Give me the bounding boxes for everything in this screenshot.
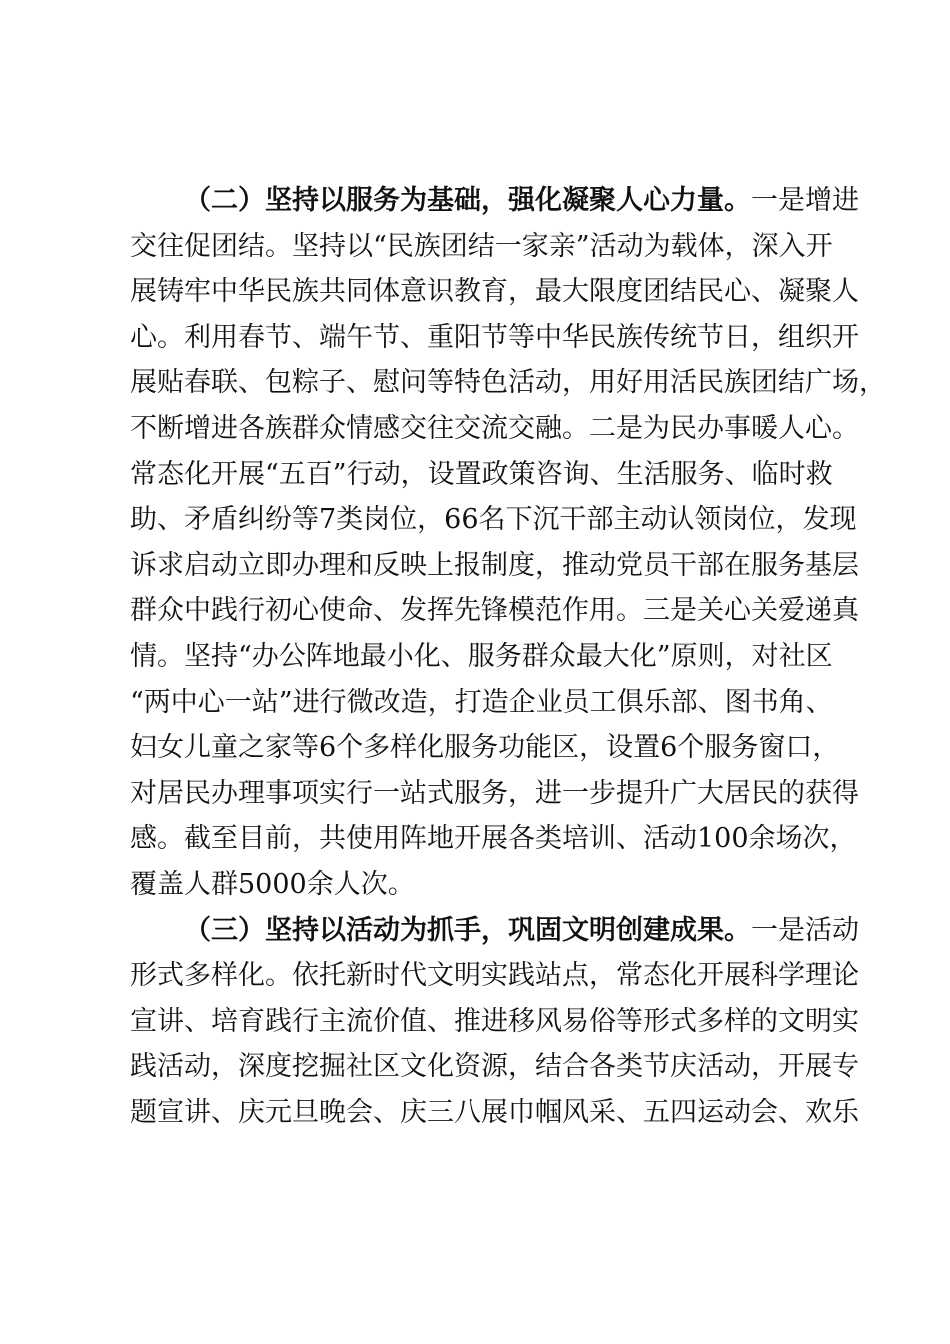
document-body	[130, 178, 886, 1135]
section-heading: （三）坚持以活动为抓手，巩固文明创建成果。	[184, 914, 751, 946]
text-line: 诉求启动立即办理和反映上报制度，推动党员干部在服务基层	[130, 549, 859, 581]
paragraph-first-line	[130, 178, 859, 224]
text-line: 情。坚持“办公阵地最小化、服务群众最大化”原则，对社区	[130, 640, 833, 672]
text-line: 题宣讲、庆元旦晚会、庆三八展巾帼风采、五四运动会、欢乐	[130, 1096, 859, 1128]
text-line: 助、矛盾纠纷等7类岗位，66名下沉干部主动认领岗位，发现	[130, 504, 857, 536]
text-line: 交往促团结。坚持以“民族团结一家亲”活动为载体，深入开	[130, 230, 833, 262]
text-line: 覆盖人群5000余人次。	[130, 868, 415, 900]
text-line: 群众中践行初心使命、发挥先锋模范作用。三是关心关爱递真	[130, 595, 859, 627]
text-line: 一是活动	[751, 914, 859, 946]
text-line: 不断增进各族群众情感交往交流交融。二是为民办事暖人心。	[130, 412, 859, 444]
paragraph-services	[130, 178, 886, 908]
text-line: 一是增进	[751, 185, 859, 216]
paragraph-activities	[130, 908, 859, 1136]
section-heading: （二）坚持以服务为基础，强化凝聚人心力量。	[184, 185, 751, 216]
text-line: 对居民办理事项实行一站式服务，进一步提升广大居民的获得	[130, 777, 859, 809]
text-line: 展铸牢中华民族共同体意识教育，最大限度团结民心、凝聚人	[130, 276, 859, 308]
text-line: 形式多样化。依托新时代文明实践站点，常态化开展科学理论	[130, 960, 859, 992]
paragraph-first-line	[130, 908, 859, 954]
text-line: 展贴春联、包粽子、慰问等特色活动，用好用活民族团结广场，	[130, 367, 886, 399]
text-line: 践活动，深度挖掘社区文化资源，结合各类节庆活动，开展专	[130, 1051, 859, 1083]
text-line: 宣讲、培育践行主流价值、推进移风易俗等形式多样的文明实	[130, 1005, 859, 1037]
text-line: 心。利用春节、端午节、重阳节等中华民族传统节日，组织开	[130, 321, 859, 353]
text-line: 妇女儿童之家等6个多样化服务功能区，设置6个服务窗口，	[130, 732, 840, 764]
text-line: 常态化开展“五百”行动，设置政策咨询、生活服务、临时救	[130, 458, 833, 490]
text-line: 感。截至目前，共使用阵地开展各类培训、活动100余场次，	[130, 823, 857, 855]
text-line: “两中心一站”进行微改造，打造企业员工俱乐部、图书角、	[130, 686, 833, 718]
